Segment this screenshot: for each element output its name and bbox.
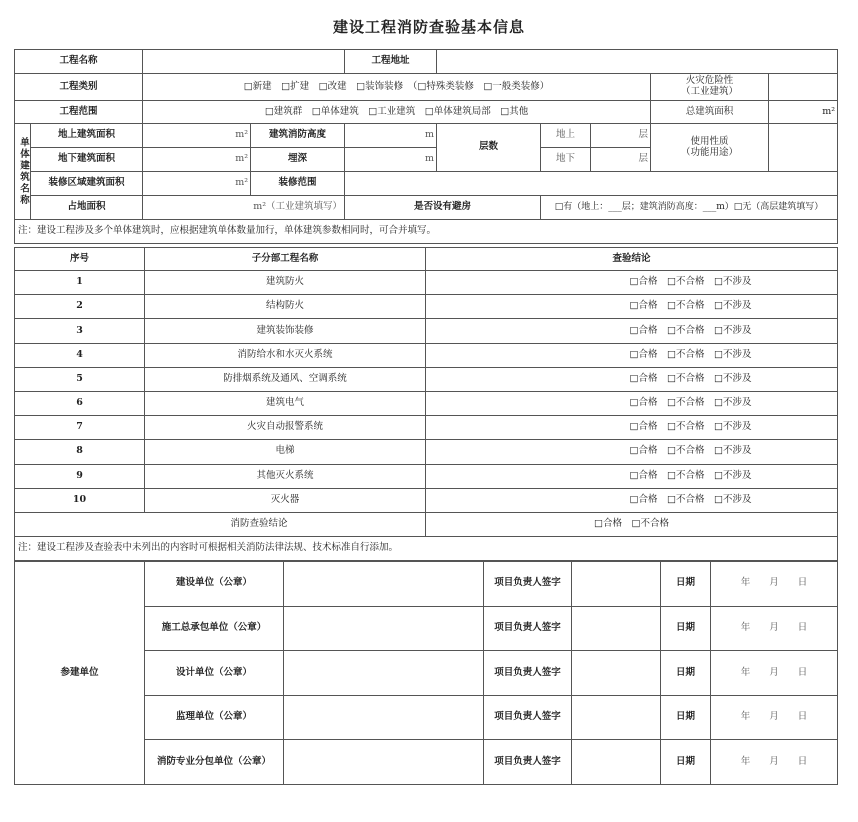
date-field[interactable]: 年 月 日 (711, 651, 838, 696)
item-result-options[interactable]: □合格 □不合格 □不涉及 (426, 464, 838, 488)
participant-seal-field[interactable] (284, 740, 484, 785)
item-name: 建筑装饰装修 (145, 319, 426, 343)
below-area-label: 地下建筑面积 (31, 148, 143, 172)
item-result-options[interactable]: □合格 □不合格 □不涉及 (426, 416, 838, 440)
item-no: 5 (15, 367, 145, 391)
item-result-options[interactable]: □合格 □不合格 □不涉及 (426, 343, 838, 367)
project-type-options[interactable]: □新建 □扩建 □改建 □装饰装修 （□特殊类装修 □一般类装修） (143, 74, 651, 101)
sign-field[interactable] (572, 695, 661, 740)
usage-label: 使用性质 （功能用途） (651, 124, 769, 172)
item-no: 3 (15, 319, 145, 343)
item-result-options[interactable]: □合格 □不合格 □不涉及 (426, 488, 838, 512)
project-scope-label: 工程范围 (15, 101, 143, 124)
item-name: 火灾自动报警系统 (145, 416, 426, 440)
item-result-options[interactable]: □合格 □不合格 □不涉及 (426, 440, 838, 464)
item-result-options[interactable]: □合格 □不合格 □不涉及 (426, 319, 838, 343)
item-row (15, 488, 838, 512)
participants-label: 参建单位 (15, 562, 145, 785)
land-area-label: 占地面积 (31, 196, 143, 220)
items-table (14, 247, 838, 561)
item-name: 其他灭火系统 (145, 464, 426, 488)
participant-unit: 设计单位（公章） (145, 651, 284, 696)
date-field[interactable]: 年 月 日 (711, 562, 838, 607)
project-address-label: 工程地址 (345, 50, 437, 74)
fire-risk-label: 火灾危险性 （工业建筑） (651, 74, 769, 101)
deco-area-field[interactable]: m² (143, 172, 251, 196)
item-result-options[interactable]: □合格 □不合格 □不涉及 (426, 295, 838, 319)
project-name-field[interactable] (143, 50, 345, 74)
item-result-options[interactable]: □合格 □不合格 □不涉及 (426, 271, 838, 295)
item-row (15, 416, 838, 440)
item-name: 消防给水和水灭火系统 (145, 343, 426, 367)
date-label: 日期 (661, 651, 711, 696)
participant-seal-field[interactable] (284, 651, 484, 696)
below-area-field[interactable]: m² (143, 148, 251, 172)
floors-label: 层数 (437, 124, 541, 172)
participant-seal-field[interactable] (284, 695, 484, 740)
item-row (15, 271, 838, 295)
item-result-options[interactable]: □合格 □不合格 □不涉及 (426, 391, 838, 415)
item-row (15, 295, 838, 319)
item-name: 建筑电气 (145, 391, 426, 415)
deco-scope-label: 装修范围 (251, 172, 345, 196)
item-no: 10 (15, 488, 145, 512)
sign-field[interactable] (572, 740, 661, 785)
above-floor-field[interactable]: 层 (591, 124, 651, 148)
refuge-options[interactable]: □有（地上：___层；建筑消防高度：___m）□无（高层建筑填写） (541, 196, 838, 220)
participant-row (15, 562, 838, 607)
date-field[interactable]: 年 月 日 (711, 695, 838, 740)
item-no: 7 (15, 416, 145, 440)
date-field[interactable]: 年 月 日 (711, 740, 838, 785)
item-row (15, 464, 838, 488)
date-label: 日期 (661, 695, 711, 740)
participant-unit: 施工总承包单位（公章） (145, 606, 284, 651)
item-name: 结构防火 (145, 295, 426, 319)
total-area-label: 总建筑面积 (651, 101, 769, 124)
note-2: 注：建设工程涉及查验表中未列出的内容时可根据相关消防法律法规、技术标准自行添加。 (15, 536, 838, 560)
fire-height-label: 建筑消防高度 (251, 124, 345, 148)
refuge-label: 是否设有避房 (345, 196, 541, 220)
items-header-result: 查验结论 (426, 248, 838, 271)
fire-height-field[interactable]: m (345, 124, 437, 148)
date-label: 日期 (661, 740, 711, 785)
item-name: 灭火器 (145, 488, 426, 512)
conclusion-label: 消防查验结论 (15, 512, 426, 536)
participant-unit: 消防专业分包单位（公章） (145, 740, 284, 785)
participants-table (14, 561, 838, 785)
item-no: 9 (15, 464, 145, 488)
form-title: 建设工程消防查验基本信息 (332, 18, 525, 36)
item-name: 建筑防火 (145, 271, 426, 295)
participant-unit: 建设单位（公章） (145, 562, 284, 607)
item-name: 防排烟系统及通风、空调系统 (145, 367, 426, 391)
below-floor-field[interactable]: 层 (591, 148, 651, 172)
fire-risk-field[interactable] (769, 74, 838, 101)
item-row (15, 391, 838, 415)
above-floor-label: 地上 (541, 124, 591, 148)
item-row (15, 319, 838, 343)
usage-field[interactable] (769, 124, 838, 172)
sign-label: 项目负责人签字 (484, 695, 572, 740)
note-1: 注：建设工程涉及多个单体建筑时，应根据建筑单体数量加行，单体建筑参数相同时，可合并填写。 (15, 220, 838, 244)
land-area-field[interactable]: m²（工业建筑填写） (143, 196, 345, 220)
sign-field[interactable] (572, 606, 661, 651)
items-header-no: 序号 (15, 248, 145, 271)
basic-info-table (14, 49, 838, 244)
sign-field[interactable] (572, 651, 661, 696)
date-field[interactable]: 年 月 日 (711, 606, 838, 651)
items-header-name: 子分部工程名称 (145, 248, 426, 271)
item-no: 8 (15, 440, 145, 464)
item-no: 4 (15, 343, 145, 367)
participant-seal-field[interactable] (284, 606, 484, 651)
single-building-label: 单体建筑名称 (15, 124, 31, 220)
deco-scope-field[interactable] (345, 172, 838, 196)
sign-label: 项目负责人签字 (484, 562, 572, 607)
conclusion-options[interactable]: □合格 □不合格 (426, 512, 838, 536)
above-area-field[interactable]: m² (143, 124, 251, 148)
project-address-field[interactable] (437, 50, 838, 74)
project-type-label: 工程类别 (15, 74, 143, 101)
project-scope-options[interactable]: □建筑群 □单体建筑 □工业建筑 □单体建筑局部 □其他 (143, 101, 651, 124)
item-name: 电梯 (145, 440, 426, 464)
item-row (15, 440, 838, 464)
item-row (15, 343, 838, 367)
depth-label: 埋深 (251, 148, 345, 172)
item-row (15, 367, 838, 391)
depth-field[interactable]: m (345, 148, 437, 172)
below-floor-label: 地下 (541, 148, 591, 172)
sign-label: 项目负责人签字 (484, 651, 572, 696)
sign-label: 项目负责人签字 (484, 740, 572, 785)
date-label: 日期 (661, 562, 711, 607)
total-area-unit[interactable]: m² (769, 101, 838, 124)
date-label: 日期 (661, 606, 711, 651)
sign-field[interactable] (572, 562, 661, 607)
item-result-options[interactable]: □合格 □不合格 □不涉及 (426, 367, 838, 391)
above-area-label: 地上建筑面积 (31, 124, 143, 148)
item-no: 6 (15, 391, 145, 415)
item-no: 2 (15, 295, 145, 319)
participant-unit: 监理单位（公章） (145, 695, 284, 740)
deco-area-label: 装修区域建筑面积 (31, 172, 143, 196)
sign-label: 项目负责人签字 (484, 606, 572, 651)
participant-seal-field[interactable] (284, 562, 484, 607)
item-no: 1 (15, 271, 145, 295)
project-name-label: 工程名称 (15, 50, 143, 74)
